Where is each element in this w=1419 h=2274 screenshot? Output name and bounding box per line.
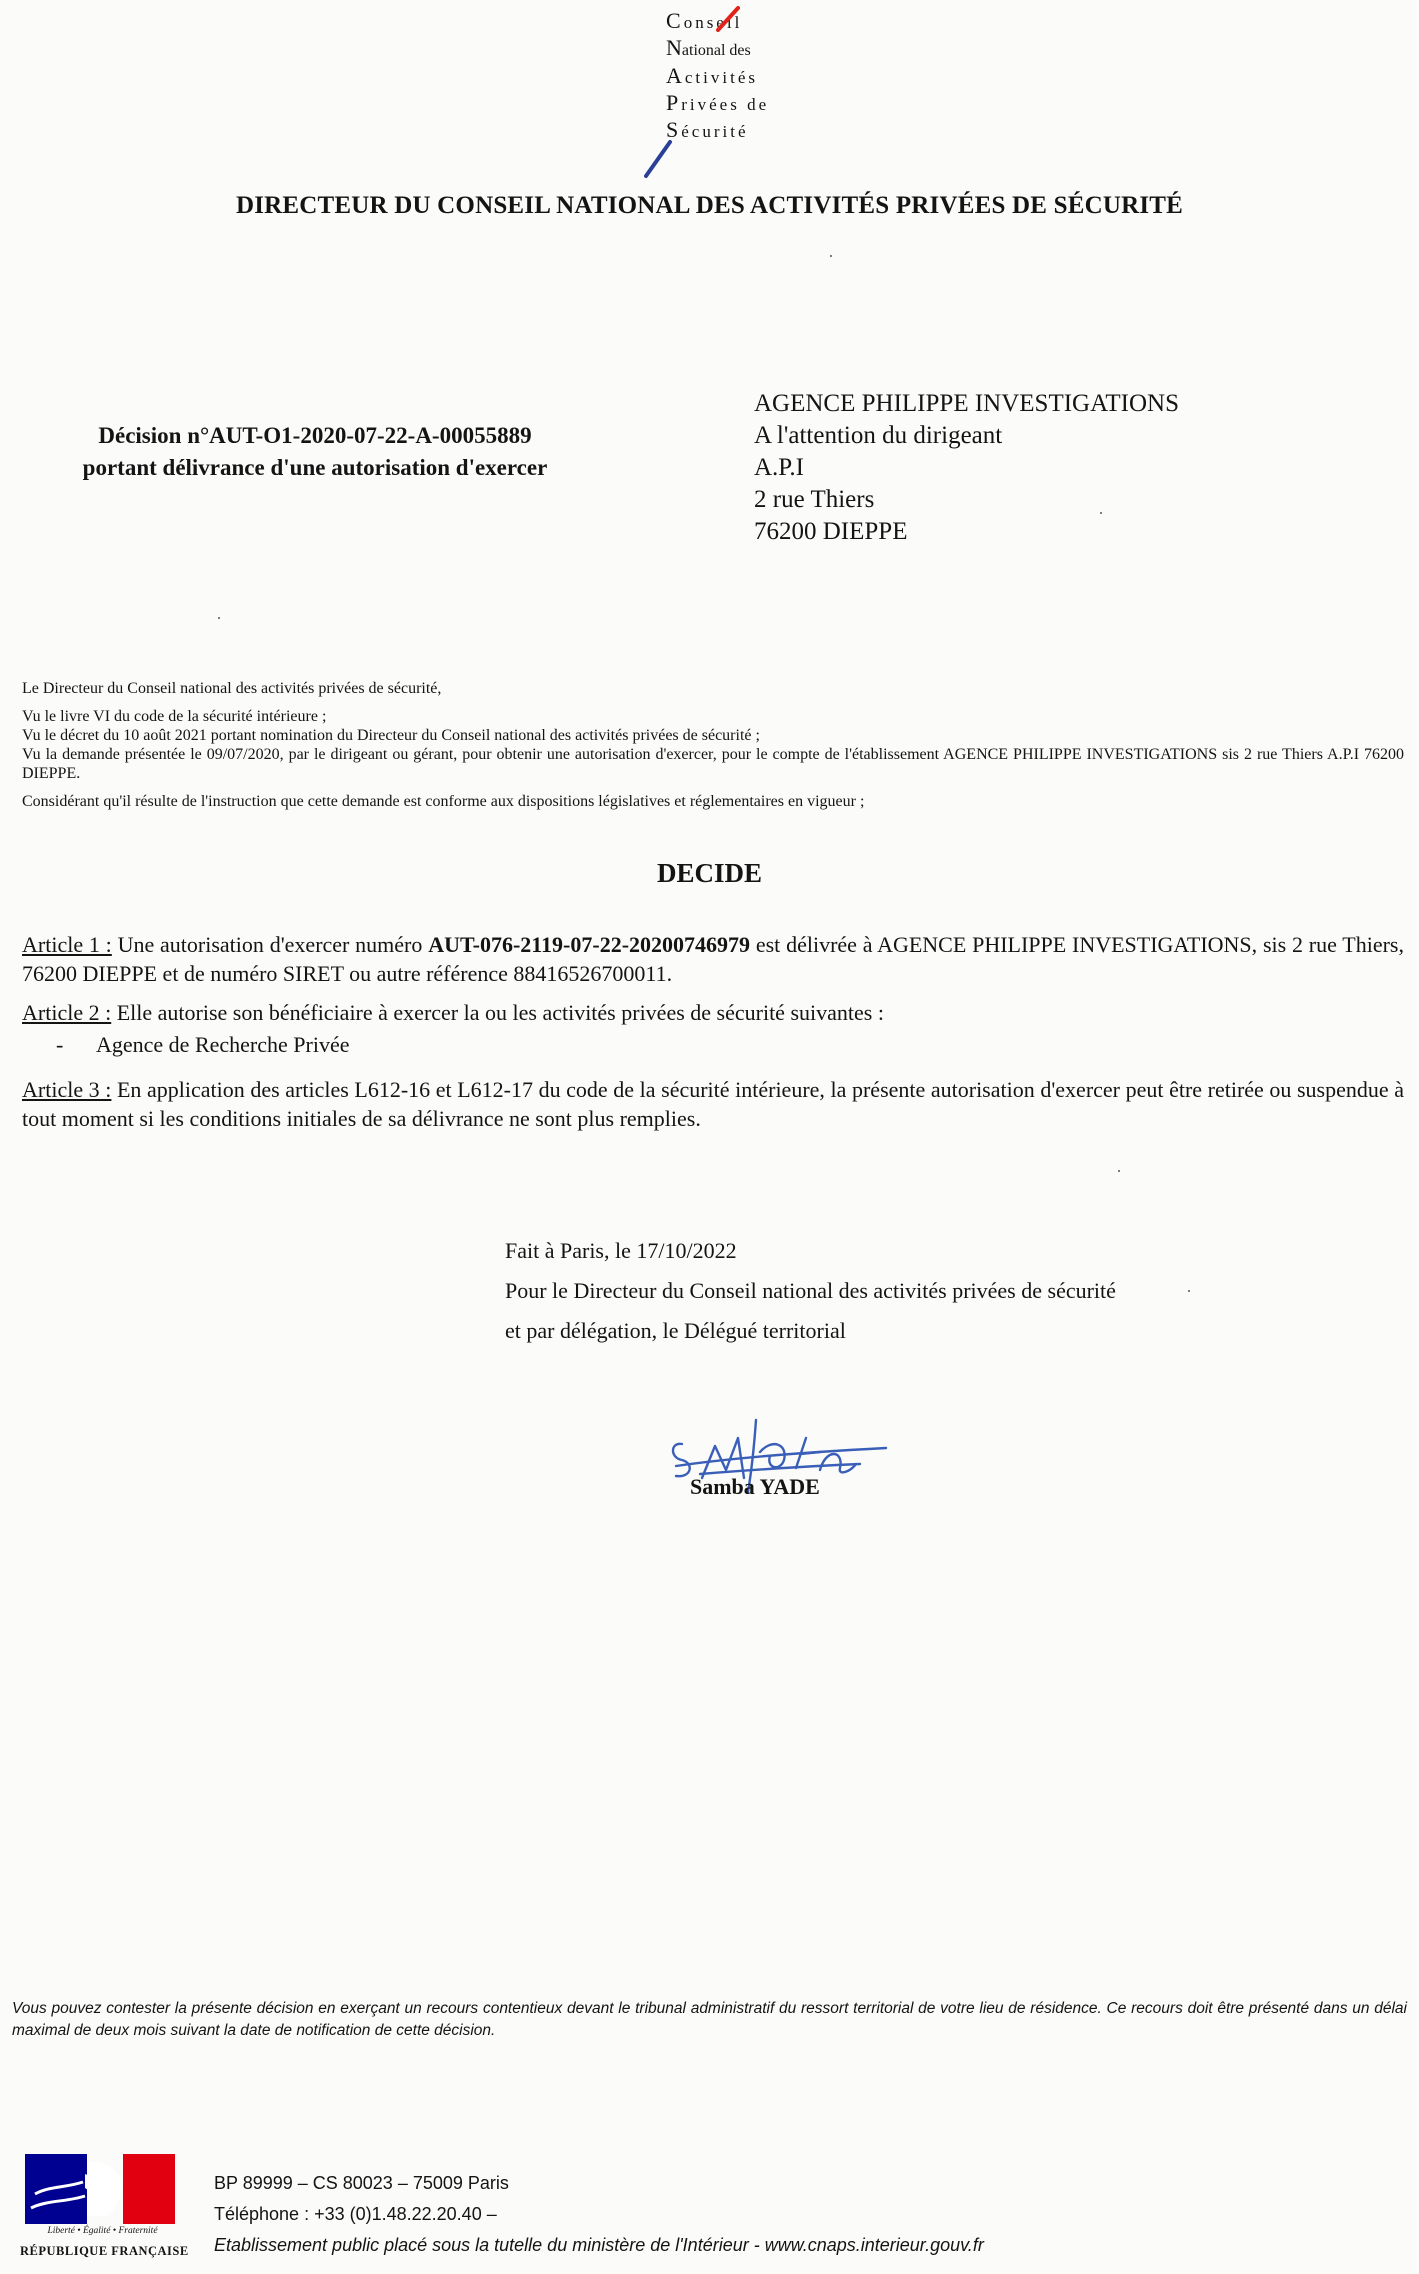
appeal-notice-text: Vous pouvez contester la présente décision en exerçant un recours contentieux devant le tribunal administratif du ressort territorial de votre lieu de résidence. Ce recours doit être présenté dans un délai maximal de deux mois suivant la date de notification de cette décision. — [12, 2000, 1407, 2039]
scan-speck — [1118, 1170, 1120, 1172]
decide-heading: DECIDE — [656, 858, 763, 888]
signer-name: Samba YADE — [690, 1474, 820, 1499]
recipient-short-name: A.P.I — [754, 454, 805, 481]
logo-line-5: Sécurité — [666, 117, 749, 142]
preamble-considerant: Considérant qu'il résulte de l'instruction que cette demande est conforme aux dispositions législatives et réglementaires en vigueur ; — [22, 793, 865, 810]
article-1 — [22, 930, 1404, 988]
article-1-text-after: est délivrée à AGENCE PHILIPPE INVESTIGATIONS, sis 2 rue Thiers, 76200 DIEPPE et de numéro SIRET ou autre référence 88416526700011. — [22, 932, 1404, 986]
scan-speck — [830, 255, 832, 257]
article-3-label: Article 3 : — [22, 1077, 112, 1102]
preamble-intro: Le Directeur du Conseil national des activités privées de sécurité, — [22, 680, 442, 697]
article-1-label: Article 1 : — [22, 932, 112, 957]
article-3-text: En application des articles L612-16 et L612-17 du code de la sécurité intérieure, la présente autorisation d'exercer peut être retirée ou suspendue à tout moment si les conditions initiales de sa délivrance ne sont plus remplies. — [22, 1077, 1404, 1131]
delegation-line: et par délégation, le Délégué territorial — [505, 1318, 846, 1343]
page-title: DIRECTEUR DU CONSEIL NATIONAL DES ACTIVITÉS PRIVÉES DE SÉCURITÉ — [235, 192, 1184, 219]
recipient-attention: A l'attention du dirigeant — [754, 422, 1003, 449]
scan-speck — [1100, 512, 1102, 514]
activity-dash: - — [56, 1032, 64, 1057]
decision-number: Décision n°AUT-O1-2020-07-22-A-00055889 — [98, 423, 532, 448]
article-2-text: Elle autorise son bénéficiaire à exercer la ou les activités privées de sécurité suivantes : — [111, 1000, 884, 1025]
place-date: Fait à Paris, le 17/10/2022 — [505, 1238, 737, 1263]
activity-item — [56, 1030, 1404, 1059]
article-2-label: Article 2 : — [22, 1000, 112, 1025]
article-3 — [22, 1075, 1404, 1133]
decision-subject: portant délivrance d'une autorisation d'exercer — [82, 455, 548, 480]
cnaps-logo — [640, 8, 810, 178]
logo-red-stroke-icon — [714, 4, 744, 34]
authorization-number: AUT-076-2119-07-22-20200746979 — [428, 932, 751, 957]
recipient-street: 2 rue Thiers — [754, 486, 875, 513]
article-2 — [22, 998, 1404, 1027]
preamble-vu-1: Vu le livre VI du code de la sécurité intérieure ; — [22, 708, 327, 725]
footer — [214, 2168, 984, 2261]
preamble-vu-2: Vu le décret du 10 août 2021 portant nomination du Directeur du Conseil national des activités privées de sécurité ; — [22, 727, 760, 744]
logo-line-4: Privées de — [666, 90, 770, 115]
republic-name: RÉPUBLIQUE FRANÇAISE — [20, 2244, 189, 2258]
logo-line-3: Activités — [666, 63, 758, 88]
recipient-address — [754, 388, 1179, 548]
activity-label: Agence de Recherche Privée — [96, 1032, 350, 1057]
scan-speck — [1188, 1290, 1190, 1292]
on-behalf-line: Pour le Directeur du Conseil national des activités privées de sécurité — [505, 1278, 1116, 1303]
articles — [22, 930, 1404, 1133]
footer-address: BP 89999 – CS 80023 – 75009 Paris — [214, 2173, 509, 2193]
decision-reference — [30, 420, 600, 484]
preamble-vu-3: Vu la demande présentée le 09/07/2020, par le dirigeant ou gérant, pour obtenir une autorisation d'exercer, pour le compte de l'établissement AGENCE PHILIPPE INVESTIGATIONS sis 2 rue Thiers A.P.I 76200 DIEPPE. — [22, 746, 1404, 782]
logo-line-1: Conseil — [666, 8, 743, 33]
scan-speck — [218, 617, 220, 619]
republique-francaise-logo — [20, 2154, 189, 2264]
republic-motto: Liberté • Égalité • Fraternité — [47, 2226, 158, 2236]
recipient-city: 76200 DIEPPE — [754, 518, 908, 545]
footer-tutelle: Etablissement public placé sous la tutelle du ministère de l'Intérieur - www.cnaps.interieur.gouv.fr — [214, 2235, 984, 2255]
appeal-notice — [12, 1998, 1407, 2042]
signature-block — [505, 1230, 1116, 1351]
marianne-icon — [25, 2154, 175, 2224]
footer-phone: Téléphone : +33 (0)1.48.22.20.40 – — [214, 2204, 497, 2224]
logo-blue-stroke-icon — [640, 136, 680, 180]
logo-line-2: National des — [666, 35, 751, 60]
article-1-text-before: Une autorisation d'exercer numéro — [111, 932, 429, 957]
preamble — [22, 679, 1404, 811]
recipient-company: AGENCE PHILIPPE INVESTIGATIONS — [754, 390, 1179, 417]
